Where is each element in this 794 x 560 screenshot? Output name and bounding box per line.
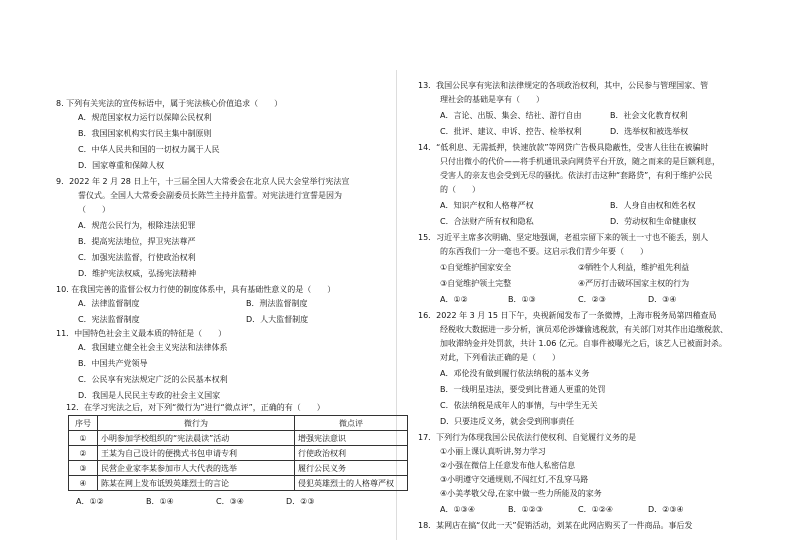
- q14-option-b: B．人身自由权和姓名权: [610, 201, 696, 210]
- q10-option-c: C．宪法监督制度: [78, 315, 140, 324]
- question-13-stem-line2: 理社会的基础是享有（ ）: [440, 95, 544, 104]
- q8-option-a: A．规范国家权力运行以保障公民权利: [78, 113, 212, 122]
- table-cell: 陈某在网上发布诋毁英雄烈士的言论: [98, 476, 295, 491]
- q10-option-b: B．刑法监督制度: [246, 299, 308, 308]
- question-12-stem: 12．在学习宪法之后，对下列“微行为”进行“微点评”，正确的有（ ）: [66, 403, 325, 412]
- q8-option-c: C．中华人民共和国的一切权力属于人民: [78, 145, 220, 154]
- table-cell: 履行公民义务: [295, 461, 408, 476]
- q14-option-a: A．知识产权和人格尊严权: [440, 201, 534, 210]
- q16-option-b: B．一线明星违法，要受到比普通人更重的处罚: [440, 385, 606, 394]
- question-17-stem: 17．下列行为体现我国公民依法行使权利、自觉履行义务的是: [418, 433, 637, 442]
- q15-item-4: ④严厉打击破坏国家主权的行为: [578, 279, 690, 288]
- table-cell: ②: [69, 446, 98, 461]
- q15-item-2: ②牺牲个人利益，维护祖先利益: [578, 263, 690, 272]
- q12-table: [68, 415, 408, 491]
- question-14-stem-line4: 的（ ）: [440, 185, 480, 194]
- q17-option-c: C．①②④: [578, 505, 614, 514]
- q12-option-c: C．③④: [216, 497, 244, 506]
- question-9-stem-line2: 誓仪式。全国人大常委会副委员长陈竺主持并监誓。对宪法进行宣誓是因为: [78, 191, 342, 200]
- q13-option-c: C．批评、建议、申诉、控告、检举权利: [440, 127, 582, 136]
- question-15-stem-line1: 15．习近平主席多次明确、坚定地强调，老祖宗留下来的领土一寸也不能丢，别人: [418, 233, 709, 242]
- question-14-stem-line3: 受害人的亲友也会受到无尽的骚扰。依法打击这种“套路贷”，有利于维护公民: [440, 171, 713, 180]
- q17-option-b: B．①②③: [508, 505, 544, 514]
- q12-option-d: D．②③: [286, 497, 315, 506]
- question-10-stem: 10. 在我国完善的监督公权力行使的制度体系中，具有基础性意义的是（ ）: [56, 285, 336, 294]
- question-16-stem-line1: 16．2022 年 3 月 15 日下午，央视新闻发布了一条微博，上海市税务局第四稽查局: [418, 311, 717, 320]
- table-cell: ④: [69, 476, 98, 491]
- q13-option-a: A．言论、出版、集会、结社、游行自由: [440, 111, 582, 120]
- q8-option-b: B．我国国家机构实行民主集中制原则: [78, 129, 212, 138]
- q11-option-d: D．我国是人民民主专政的社会主义国家: [78, 391, 221, 400]
- table-cell: 小明参加学校组织的“宪法晨读”活动: [98, 431, 295, 446]
- q15-option-b: B．①③: [508, 295, 536, 304]
- q15-option-c: C．②③: [578, 295, 606, 304]
- table-cell: ①: [69, 431, 98, 446]
- q13-option-b: B．社会文化教育权利: [610, 111, 688, 120]
- q9-option-a: A．规范公民行为，根除违法犯罪: [78, 221, 196, 230]
- table-header-cell: 微点评: [295, 416, 408, 431]
- question-9-blank: （ ）: [78, 205, 110, 214]
- q14-option-c: C．合法财产所有权和隐私: [440, 217, 534, 226]
- q17-option-d: D．②③④: [648, 505, 684, 514]
- q10-option-a: A．法律监督制度: [78, 299, 140, 308]
- question-16-stem-line2: 经税收大数据进一步分析，演员邓伦涉嫌偷逃税款，有关部门对其作出追缴税款、: [440, 325, 728, 334]
- q15-item-3: ③自觉维护领土完整: [440, 279, 512, 288]
- table-row: [69, 446, 408, 461]
- table-cell: 王某为自己设计的便携式书包申请专利: [98, 446, 295, 461]
- question-9-stem-line1: 9．2022 年 2 月 28 日上午，十三届全国人大常委会在北京人民大会堂举行宪法宣: [56, 177, 350, 186]
- question-11-stem: 11．中国特色社会主义最本质的特征是（ ）: [56, 329, 227, 338]
- question-14-stem-line2: 只付出微小的代价——将手机通讯录向网贷平台开放，随之而来的是巨额利息，: [440, 157, 720, 166]
- q9-option-b: B．提高宪法地位，捍卫宪法尊严: [78, 237, 196, 246]
- table-header-cell: 微行为: [98, 416, 295, 431]
- table-cell: 增强宪法意识: [295, 431, 408, 446]
- question-16-stem-line3: 加收滞纳金并处罚款，共计 1.06 亿元。自事件被曝光之后，该艺人已被面封杀。: [440, 339, 727, 348]
- table-row: [69, 431, 408, 446]
- table-header-cell: 序号: [69, 416, 98, 431]
- table-cell: 民营企业家李某参加市人大代表的选举: [98, 461, 295, 476]
- q17-item-4: ④小美孝敬父母,在家中做一些力所能及的家务: [440, 489, 602, 498]
- q15-option-d: D．③④: [648, 295, 677, 304]
- table-row: [69, 461, 408, 476]
- question-18-stem: 18．某网店在搞“仅此一天”促销活动，刘某在此网店购买了一件商品。事后发: [418, 521, 693, 530]
- table-cell: 行使政治权利: [295, 446, 408, 461]
- q14-option-d: D．劳动权和生命健康权: [610, 217, 697, 226]
- q11-option-a: A．我国建立健全社会主义宪法和法律体系: [78, 343, 228, 352]
- question-15-stem-line2: 的东西我们一分一毫也不要。这启示我们青少年要（ ）: [440, 247, 648, 256]
- q16-option-d: D．只要违反义务，就会受到刑事责任: [440, 417, 575, 426]
- q16-option-a: A．邓伦没有做到履行依法纳税的基本义务: [440, 369, 590, 378]
- q17-option-a: A．①③④: [440, 505, 475, 514]
- q10-option-d: D．人大监督制度: [246, 315, 309, 324]
- q12-option-b: B．①④: [146, 497, 174, 506]
- question-8-stem: 8. 下列有关宪法的宣传标语中，属于宪法核心价值追求（ ）: [56, 99, 283, 108]
- question-13-stem-line1: 13．我国公民享有宪法和法律规定的各项政治权利，其中，公民参与管理国家、管: [418, 81, 709, 90]
- q17-item-2: ②小强在微信上任意发布他人私密信息: [440, 461, 576, 470]
- q11-option-b: B．中国共产党领导: [78, 359, 148, 368]
- q15-option-a: A．①②: [440, 295, 468, 304]
- q9-option-d: D．维护宪法权威，弘扬宪法精神: [78, 269, 197, 278]
- q8-option-d: D．国家尊重和保障人权: [78, 161, 165, 170]
- q16-option-c: C．依法纳税是成年人的事情，与中学生无关: [440, 401, 598, 410]
- question-14-stem-line1: 14．“低利息、无需抵押，快速放款”等网贷广告极具隐蔽性，受害人往往在被骗时: [418, 143, 709, 152]
- table-cell: 侵犯英雄烈士的人格尊严权: [295, 476, 408, 491]
- q9-option-c: C．加强宪法监督，行使政治权利: [78, 253, 196, 262]
- table-header-row: [69, 416, 408, 431]
- q12-option-a: A．①②: [76, 497, 104, 506]
- q13-option-d: D．选举权和被选举权: [610, 127, 689, 136]
- q15-item-1: ①自觉维护国家安全: [440, 263, 512, 272]
- q17-item-3: ③小明遵守交通规则,不闯红灯,不乱穿马路: [440, 475, 589, 484]
- question-16-stem-line4: 对此，下列看法正确的是（ ）: [440, 353, 560, 362]
- table-row: [69, 476, 408, 491]
- q11-option-c: C．公民享有宪法规定广泛的公民基本权利: [78, 375, 228, 384]
- table-cell: ③: [69, 461, 98, 476]
- q17-item-1: ①小丽上课认真听讲,努力学习: [440, 447, 546, 456]
